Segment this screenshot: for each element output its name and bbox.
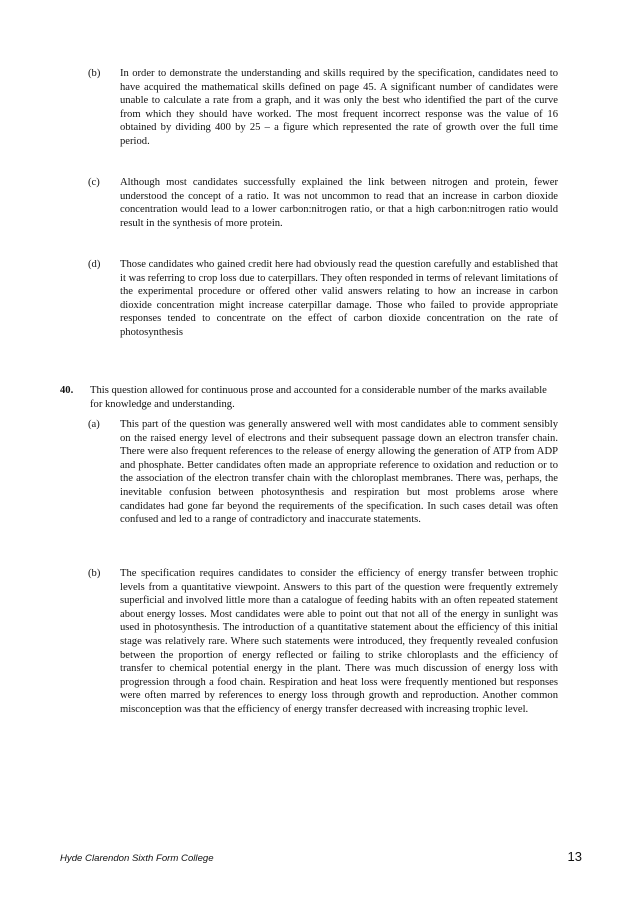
part-label: (b)	[88, 68, 101, 79]
part-text: Although most candidates successfully explained the link between nitrogen and protein, fewer understood the concept of a ratio. It was not uncommon to read that an increase in carbon dioxide concentration would lead to a lower carbon:nitrogen ratio, or that a high carbon:nitrogen ratio would result in the synthesis of more protein.	[120, 177, 558, 229]
part-label: (c)	[88, 177, 100, 188]
part-b-block	[88, 67, 558, 149]
part-text: In order to demonstrate the understanding and skills required by the specification, candidates need to have acquired the mathematical skills defined on page 45. A significant number of candidates were unable to calculate a rate from a graph, and it was only the best who identified the part of the curve from which they should have worked. The most frequent incorrect response was the value of 16 obtained by dividing 400 by 25 – a figure which represented the rate of growth over the full time period.	[120, 68, 558, 147]
footer-institution: Hyde Clarendon Sixth Form College	[60, 853, 214, 864]
part-label: (b)	[88, 568, 101, 579]
question-40-part-b	[88, 567, 558, 717]
part-label: (a)	[88, 419, 100, 430]
question-intro: This question allowed for continuous prose and accounted for a considerable number of the marks available for knowledge and understanding.	[90, 385, 547, 410]
part-label: (d)	[88, 259, 101, 270]
part-text: This part of the question was generally answered well with most candidates able to comment sensibly on the raised energy level of electrons and their subsequent passage down an electron transfer chain. There were also frequent references to the release of energy allowing the generation of ATP from ADP and phosphate. Better candidates often made an appropriate reference to oxidation and reduction or to the association of the electron transfer chain with the chloroplast membranes. There was, perhaps, the inevitable confusion between photosynthesis and respiration but most problems arose where candidates had gone far beyond the requirements of the specification. In such cases detail was often confused and led to a range of contradictory and inaccurate statements.	[120, 419, 558, 526]
part-c-block	[88, 176, 558, 230]
question-40-part-a	[88, 418, 558, 527]
question-number: 40.	[60, 385, 74, 396]
question-40-header	[60, 384, 558, 411]
part-text: Those candidates who gained credit here had obviously read the question carefully and established that it was referring to crop loss due to caterpillars. They often responded in terms of relevant limitations of the experimental procedure or offered other valid answers relating to how an increase in carbon dioxide concentration might increase caterpillar damage. Those who failed to provide appropriate responses tended to concentrate on the effect of carbon dioxide concentration on the rate of photosynthesis	[120, 259, 558, 338]
part-text: The specification requires candidates to consider the efficiency of energy transfer between trophic levels from a quantitative viewpoint. Answers to this part of the question were frequently extremely superficial and involved little more than a catalogue of feeding habits with an often repeated statement about energy losses. Most candidates were able to point out that not all of the energy in sunlight was used in photosynthesis. The introduction of a quantitative statement about the efficiency of this initial stage was relatively rare. Where such statements were introduced, they frequently revealed confusion between the proportion of energy reflected or failing to strike chloroplasts and the efficiency of transfer to chemical potential energy in the plant. There was much discussion of energy loss with progression through a food chain. Respiration and heat loss were frequently mentioned but responses were often marred by references to energy loss through growth and reproduction. Another common misconception was that the efficiency of energy transfer decreased with increasing trophic level.	[120, 568, 558, 715]
page-number: 13	[567, 849, 582, 864]
part-d-block	[88, 258, 558, 340]
